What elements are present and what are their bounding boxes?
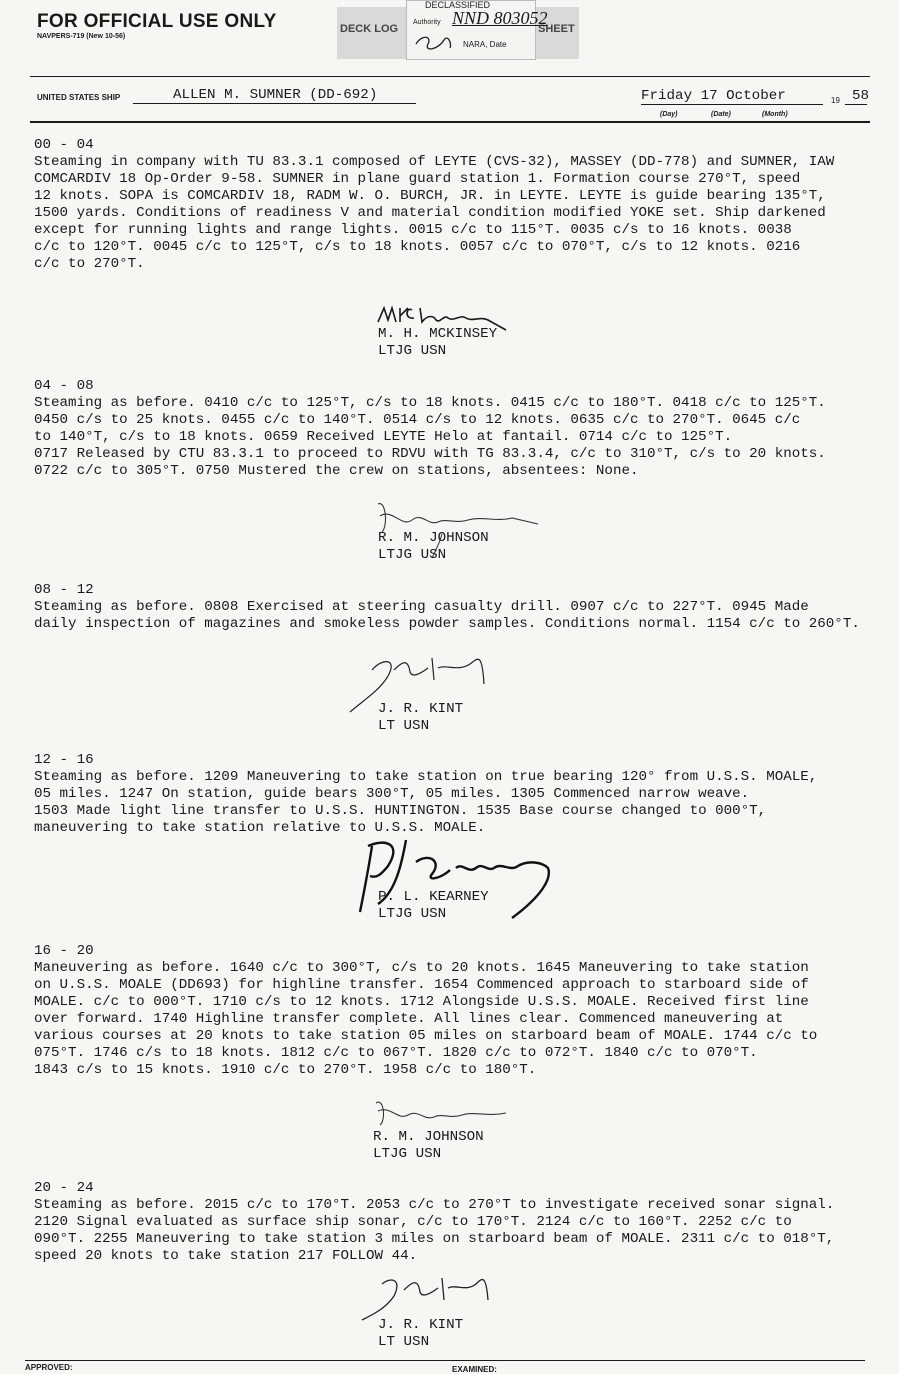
watch-narrative: Steaming as before. 2015 c/c to 170°T. 2053 c/c to 270°T to investigate received sonar signal. 2120 Signal evaluated as surface ship sonar, c/c to 170°T. 2124 c/c to 160°T. 2252 c/c to 090°T. 2255 Maneuvering to take station 3 miles on starboard beam of MOALE. 2311 c/c to 018°T, speed 20 knots to take station 217 FOLLOW 44.: [34, 1197, 835, 1264]
declassified-authority-label: Authority: [413, 19, 441, 26]
stamp-sheet-label: SHEET: [538, 23, 575, 35]
officer-name: J. R. KINT: [378, 1317, 464, 1333]
signature-johnson-2: [370, 1095, 520, 1131]
day-label: (Day): [660, 111, 678, 118]
classification-heading: FOR OFFICIAL USE ONLY: [37, 11, 277, 32]
year-underline: [845, 104, 867, 105]
form-number: NAVPERS-719 (New 10-56): [37, 33, 126, 40]
watch-narrative: Steaming as before. 1209 Maneuvering to take station on true bearing 120° from U.S.S. MOALE, 05 miles. 1247 On station, guide bears 300°T, 05 miles. 1305 Commenced narrow weave. 1503 Made light line transfer to U.S.S. HUNTINGTON. 1535 Base course changed to 000°T, maneuvering to take station relative to U.S.S. MOALE.: [34, 769, 818, 836]
signature-block-00-04: [378, 326, 497, 360]
declassified-number: NND 803052: [452, 8, 548, 28]
date-underline: [641, 104, 823, 105]
approved-label: APPROVED:: [25, 1363, 73, 1372]
signature-block-08-12: [378, 701, 463, 735]
watch-period: 20 - 24: [34, 1180, 94, 1196]
watch-narrative: Steaming in company with TU 83.3.1 composed of LEYTE (CVS-32), MASSEY (DD-778) and SUMNER, IAW COMCARDIV 18 Op-Order 9-58. SUMNER in plane guard station 1. Formation course 270°T, speed 12 knots. SOPA is COMCARDIV 18, RADM W. O. BURCH, JR. in LEYTE. LEYTE is guide bearing 135°T, 1500 yards. Conditions of readiness V and material condition modified YOKE set. Ship darkened except for running lights and range lights. 0015 c/c to 115°T. 0035 c/s to 16 knots. 0038 c/c to 120°T. 0045 c/c to 125°T, c/s to 18 knots. 0057 c/c to 070°T, c/s to 12 knots. 0216 c/c to 270°T.: [34, 154, 835, 272]
watch-period: 00 - 04: [34, 137, 94, 153]
officer-rank: LTJG USN: [378, 906, 447, 922]
signature-block-16-20: [373, 1129, 484, 1163]
watch-entry-20-24: [34, 1180, 864, 1265]
watch-period: 16 - 20: [34, 943, 94, 959]
header-top-rule: [30, 76, 870, 77]
header-bottom-rule: [30, 121, 870, 123]
watch-entry-08-12: [34, 582, 864, 633]
ship-name: ALLEN M. SUMNER (DD-692): [173, 87, 378, 103]
ship-name-underline: [133, 103, 416, 104]
stamp-deck-log-label: DECK LOG: [340, 23, 399, 35]
watch-period: 08 - 12: [34, 582, 94, 598]
watch-entry-16-20: [34, 943, 864, 1079]
signature-block-20-24: [378, 1317, 463, 1351]
signature-block-04-08: [378, 530, 489, 564]
watch-entry-12-16: [34, 752, 864, 837]
signature-block-12-16: [378, 889, 489, 923]
footer-rule: [25, 1360, 865, 1361]
date-label: (Date): [711, 111, 731, 118]
officer-name: J. R. KINT: [378, 701, 464, 717]
year-prefix: 19: [831, 96, 840, 105]
officer-name: P. L. KEARNEY: [378, 889, 489, 905]
watch-period: 12 - 16: [34, 752, 94, 768]
officer-rank: LT USN: [378, 1334, 430, 1350]
declassification-initials: [414, 34, 454, 54]
month-label: (Month): [762, 111, 788, 118]
officer-rank: LTJG USN: [378, 343, 447, 359]
declassified-nara-date: NARA, Date: [463, 40, 507, 49]
examined-label: EXAMINED:: [452, 1365, 497, 1374]
officer-name: R. M. JOHNSON: [378, 530, 489, 546]
watch-narrative: Steaming as before. 0410 c/c to 125°T, c/s to 18 knots. 0415 c/c to 180°T. 0418 c/c to 125°T. 0450 c/s to 25 knots. 0455 c/c to 140°T. 0514 c/s to 12 knots. 0635 c/c to 270°T. 0645 c/c to 140°T, c/s to 18 knots. 0659 Received LEYTE Helo at fantail. 0714 c/c to 125°T. 0717 Released by CTU 83.3.1 to proceed to RDVU with TG 83.3.4, c/c to 310°T, c/s to 20 knots. 0722 c/c to 305°T. 0750 Mustered the crew on stations, absentees: None.: [34, 395, 826, 479]
watch-entry-04-08: [34, 378, 864, 480]
log-date: Friday 17 October: [641, 88, 786, 104]
officer-rank: LT USN: [378, 718, 430, 734]
watch-entry-00-04: [34, 137, 864, 273]
watch-narrative: Maneuvering as before. 1640 c/c to 300°T, c/s to 20 knots. 1645 Maneuvering to take station on U.S.S. MOALE (DD693) for highline transfer. 1654 Commenced approach to starboard side of MOALE. c/c to 000°T. 1710 c/s to 12 knots. 1712 Alongside U.S.S. MOALE. Received first line over forward. 1740 Highline transfer complete. All lines clear. Commenced maneuvering at various courses at 20 knots to take station 05 miles on starboard beam of MOALE. 1744 c/c to 075°T. 1746 c/s to 18 knots. 1812 c/c to 067°T. 1820 c/c to 072°T. 1840 c/c to 070°T. 1843 c/s to 15 knots. 1910 c/c to 270°T. 1958 c/c to 180°T.: [34, 960, 818, 1078]
log-year: 58: [852, 88, 870, 104]
watch-narrative: Steaming as before. 0808 Exercised at steering casualty drill. 0907 c/c to 227°T. 0945 Made daily inspection of magazines and smokeless powder samples. Conditions normal. 1154 c/c to 260°T.: [34, 599, 860, 632]
watch-period: 04 - 08: [34, 378, 94, 394]
officer-rank: LTJG USN: [378, 547, 447, 563]
ship-label: UNITED STATES SHIP: [37, 93, 121, 102]
declassified-label: DECLASSIFIED: [425, 0, 491, 10]
officer-rank: LTJG USN: [373, 1146, 442, 1162]
officer-name: R. M. JOHNSON: [373, 1129, 484, 1145]
officer-name: M. H. MCKINSEY: [378, 326, 498, 342]
